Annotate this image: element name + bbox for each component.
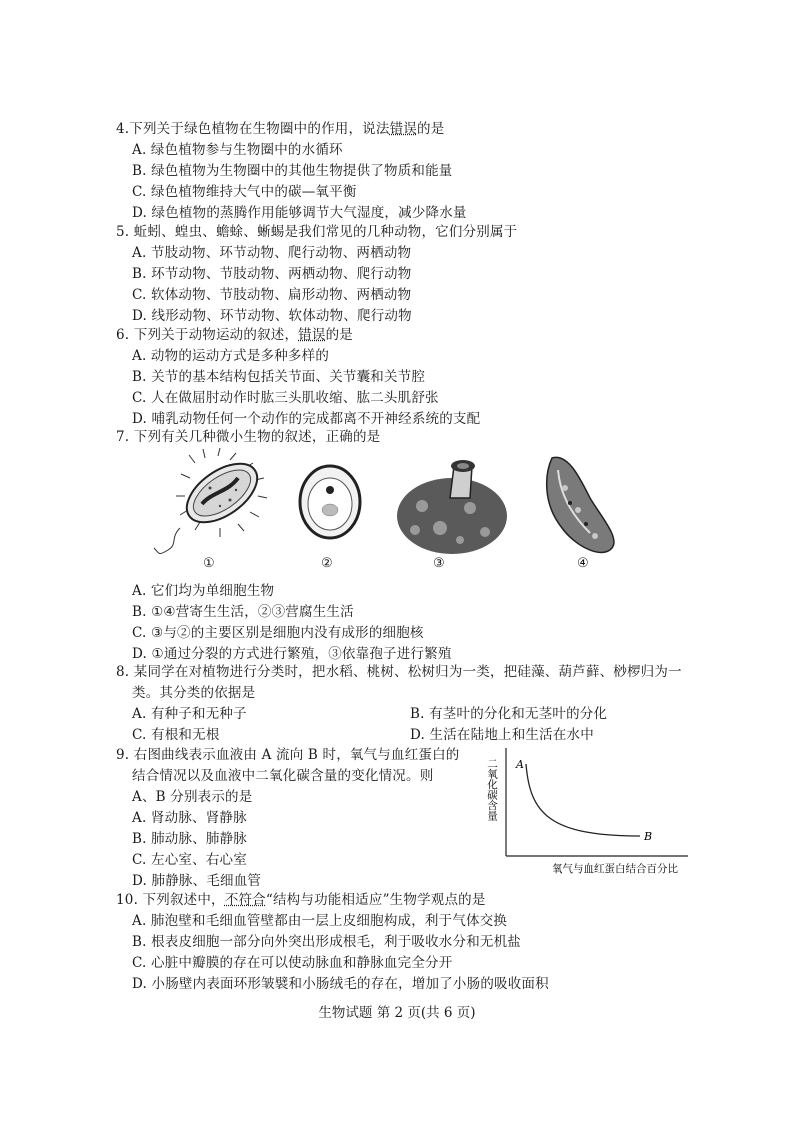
point-b-label: B bbox=[644, 830, 653, 843]
q4-emphasis: 错误 bbox=[389, 121, 417, 137]
q8-option-d: D. 生活在陆地上和生活在水中 bbox=[410, 727, 594, 743]
q9-stem-line2: 结合情况以及血液中二氧化碳含量的变化情况。则 bbox=[132, 768, 434, 784]
q4-option-d: D. 绿色植物的蒸腾作用能够调节大气湿度，减少降水量 bbox=[132, 205, 467, 221]
q6-option-b: B. 关节的基本结构包括关节面、关节囊和关节腔 bbox=[132, 369, 426, 385]
figure-label-1: ① bbox=[203, 556, 215, 571]
q9-option-d: D. 肺静脉、毛细血管 bbox=[132, 873, 262, 889]
q4-option-a: A. 绿色植物参与生物圈中的水循环 bbox=[132, 142, 343, 158]
q4-stem: 4.下列关于绿色植物在生物圈中的作用，说法错误的是 bbox=[116, 121, 445, 137]
q9-option-a: A. 肾动脉、肾静脉 bbox=[132, 810, 247, 826]
q7-option-b: B. ①④营寄生生活，②③营腐生生活 bbox=[132, 604, 354, 620]
q8-option-b: B. 有茎叶的分化和无茎叶的分化 bbox=[410, 706, 608, 722]
q9-option-c: C. 左心室、右心室 bbox=[132, 852, 247, 868]
q5-stem: 5. 蚯蚓、蝗虫、蟾蜍、蜥蜴是我们常见的几种动物，它们分别属于 bbox=[116, 224, 518, 240]
q4-option-b: B. 绿色植物为生物圈中的其他生物提供了物质和能量 bbox=[132, 163, 453, 179]
q9-graph bbox=[480, 744, 700, 880]
q7-figures bbox=[150, 448, 620, 576]
q5-option-d: D. 线形动物、环节动物、软体动物、爬行动物 bbox=[132, 308, 412, 324]
q6-option-c: C. 人在做屈肘动作时肱三头肌收缩、肱二头肌舒张 bbox=[132, 390, 439, 406]
q6-emphasis: 错误 bbox=[298, 327, 326, 343]
yeast-figure bbox=[300, 466, 360, 538]
q5-option-c: C. 软体动物、节肢动物、扁形动物、两栖动物 bbox=[132, 287, 412, 303]
q5-option-a: A. 节肢动物、环节动物、爬行动物、两栖动物 bbox=[132, 245, 412, 261]
q7-option-d: D. ①通过分裂的方式进行繁殖，③依靠孢子进行繁殖 bbox=[132, 646, 452, 662]
q10-stem: 10. 下列叙述中，不符合“结构与功能相适应”生物学观点的是 bbox=[116, 892, 486, 908]
figure-label-4: ④ bbox=[577, 556, 589, 571]
q8-stem-line1: 8. 某同学在对植物进行分类时，把水稻、桃树、松树归为一类，把硅藻、葫芦藓、桫椤归为一 bbox=[116, 664, 682, 680]
q8-option-c: C. 有根和无根 bbox=[132, 727, 220, 743]
q6-option-d: D. 哺乳动物任何一个动作的完成都离不开神经系统的支配 bbox=[132, 411, 481, 427]
q6-stem: 6. 下列关于动物运动的叙述，错误的是 bbox=[116, 327, 353, 343]
q10-option-b: B. 根表皮细胞一部分向外突出形成根毛，利于吸收水分和无机盐 bbox=[132, 934, 522, 950]
q8-option-a: A. 有种子和无种子 bbox=[132, 706, 247, 722]
bacterium-figure bbox=[154, 448, 267, 554]
q10-emphasis: 不符合 bbox=[224, 892, 266, 908]
q7-option-c: C. ③与②的主要区别是细胞内没有成形的细胞核 bbox=[132, 625, 424, 641]
q9-stem-line1: 9. 右图曲线表示血液由 A 流向 B 时，氧气与血红蛋白的 bbox=[116, 747, 460, 763]
point-a-label: A bbox=[516, 758, 524, 771]
microorganism-illustrations bbox=[150, 448, 620, 576]
q5-option-b: B. 环节动物、节肢动物、两栖动物、爬行动物 bbox=[132, 266, 412, 282]
q9-option-b: B. 肺动脉、肺静脉 bbox=[132, 831, 248, 847]
q8-stem-line2: 类。其分类的依据是 bbox=[132, 685, 256, 701]
q6-option-a: A. 动物的运动方式是多种多样的 bbox=[132, 348, 330, 364]
paramecium-figure bbox=[547, 457, 614, 552]
q10-option-d: D. 小肠壁内表面环形皱襞和小肠绒毛的存在，增加了小肠的吸收面积 bbox=[132, 976, 549, 992]
q9-stem-line3: A、B 分别表示的是 bbox=[132, 789, 253, 805]
q7-option-a: A. 它们均为单细胞生物 bbox=[132, 583, 275, 599]
q10-option-a: A. 肺泡壁和毛细血管壁都由一层上皮细胞构成，利于气体交换 bbox=[132, 913, 508, 929]
q4-option-c: C. 绿色植物维持大气中的碳—氧平衡 bbox=[132, 184, 357, 200]
curve bbox=[526, 764, 640, 836]
figure-label-3: ③ bbox=[433, 556, 445, 571]
mold-figure bbox=[397, 460, 507, 554]
page-footer: 生物试题 第 2 页(共 6 页) bbox=[318, 1005, 476, 1021]
graph-ylabel: 二氧化碳含量 bbox=[486, 758, 498, 821]
q10-option-c: C. 心脏中瓣膜的存在可以使动脉血和静脉血完全分开 bbox=[132, 955, 453, 971]
q7-stem: 7. 下列有关几种微小生物的叙述，正确的是 bbox=[116, 429, 381, 445]
figure-label-2: ② bbox=[321, 556, 333, 571]
co2-curve-graph bbox=[480, 744, 700, 880]
graph-xlabel: 氧气与血红蛋白结合百分比 bbox=[552, 863, 678, 875]
